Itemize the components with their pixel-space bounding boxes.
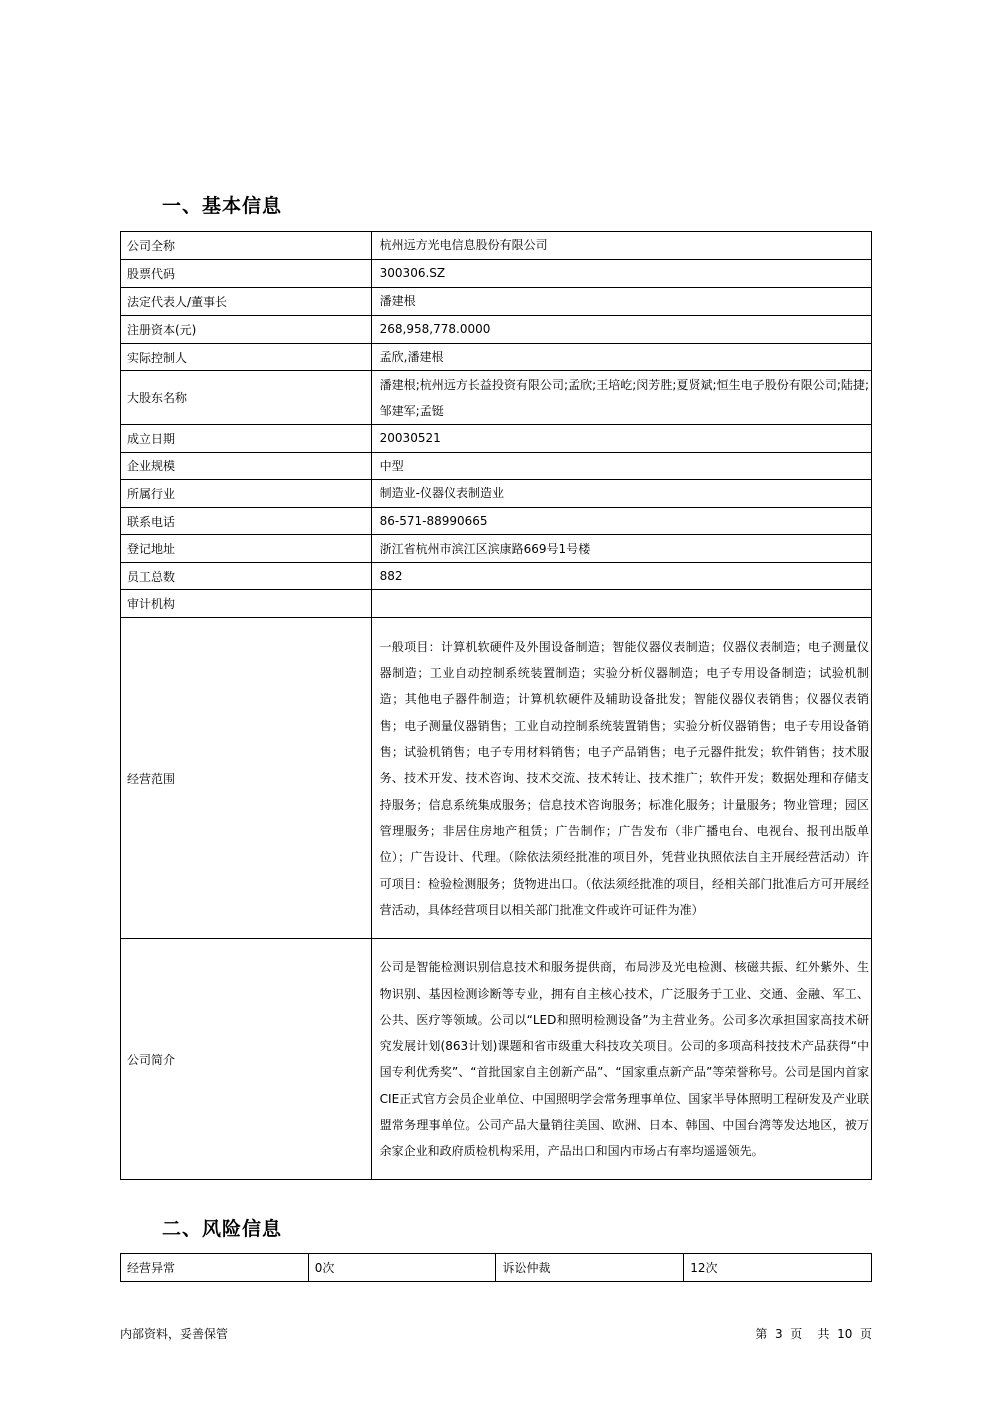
row-value: 浙江省杭州市滨江区滨康路669号1号楼 xyxy=(371,535,871,563)
row-value: 882 xyxy=(371,563,871,590)
row-value: 268,958,778.0000 xyxy=(371,316,871,344)
table-row xyxy=(121,344,872,371)
row-value: 杭州远方光电信息股份有限公司 xyxy=(371,232,871,260)
risk-info-table xyxy=(120,1253,872,1282)
footer-note: 内部资料，妥善保管 xyxy=(120,1327,229,1341)
row-value: 一般项目：计算机软硬件及外围设备制造；智能仪器仪表制造；仪器仪表制造；电子测量仪器制造；工业自动控制系统装置制造；实验分析仪器制造；电子专用设备制造；试验机制造；其他电子器件制造；计算机软硬件及辅助设备批发；智能仪器仪表销售；仪器仪表销售；电子测量仪器销售；工业自动控制系统装置销售；实验分析仪器销售；电子专用设备销售；试验机销售；电子专用材料销售；电子产品销售；电子元器件批发；软件销售；技术服务、技术开发、技术咨询、技术交流、技术转让、技术推广；软件开发；数据处理和存储支持服务；信息系统集成服务；信息技术咨询服务；标准化服务；计量服务；物业管理；园区管理服务；非居住房地产租赁；广告制作；广告发布（非广播电台、电视台、报刊出版单位）；广告设计、代理。（除依法须经批准的项目外，凭营业执照依法自主开展经营活动）许可项目：检验检测服务；货物进出口。（依法须经批准的项目，经相关部门批准后方可开展经营活动，具体经营项目以相关部门批准文件或许可证件为准） xyxy=(371,618,871,939)
table-row xyxy=(121,507,872,534)
row-label: 企业规模 xyxy=(121,452,372,479)
table-row xyxy=(121,371,872,425)
risk-label: 诉讼仲裁 xyxy=(496,1254,684,1282)
row-value: 潘建根;杭州远方长益投资有限公司;孟欣;王培屹;闵芳胜;夏贤斌;恒生电子股份有限公司;陆捷;邹建军;孟铤 xyxy=(371,371,871,425)
row-label: 股票代码 xyxy=(121,260,372,288)
section-title-risk-info: 二、风险信息 xyxy=(162,1218,283,1240)
row-value: 孟欣,潘建根 xyxy=(371,344,871,371)
row-label: 公司全称 xyxy=(121,232,372,260)
row-label: 所属行业 xyxy=(121,479,372,507)
risk-label: 经营异常 xyxy=(121,1254,309,1282)
table-row xyxy=(121,590,872,618)
risk-value: 12次 xyxy=(684,1254,872,1282)
row-value: 86-571-88990665 xyxy=(371,507,871,534)
row-label: 审计机构 xyxy=(121,590,372,618)
table-row xyxy=(121,1254,872,1282)
row-label: 联系电话 xyxy=(121,507,372,534)
row-label: 登记地址 xyxy=(121,535,372,563)
table-row xyxy=(121,288,872,316)
table-row xyxy=(121,563,872,590)
risk-value: 0次 xyxy=(308,1254,496,1282)
section-title-basic-info: 一、基本信息 xyxy=(162,195,283,217)
row-value: 制造业-仪器仪表制造业 xyxy=(371,479,871,507)
row-value: 潘建根 xyxy=(371,288,871,316)
table-row xyxy=(121,535,872,563)
row-value: 中型 xyxy=(371,452,871,479)
table-row xyxy=(121,618,872,939)
row-label: 经营范围 xyxy=(121,618,372,939)
row-label: 员工总数 xyxy=(121,563,372,590)
table-row xyxy=(121,452,872,479)
row-value: 300306.SZ xyxy=(371,260,871,288)
row-label: 公司简介 xyxy=(121,939,372,1180)
row-label: 法定代表人/董事长 xyxy=(121,288,372,316)
basic-info-table xyxy=(120,231,872,1180)
table-row xyxy=(121,939,872,1180)
table-row xyxy=(121,316,872,344)
page-number: 第 3 页 共 10 页 xyxy=(755,1327,872,1341)
row-label: 实际控制人 xyxy=(121,344,372,371)
table-row xyxy=(121,425,872,452)
row-value xyxy=(371,590,871,618)
row-label: 大股东名称 xyxy=(121,371,372,425)
table-row xyxy=(121,232,872,260)
row-value: 公司是智能检测识别信息技术和服务提供商，布局涉及光电检测、核磁共振、红外紫外、生物识别、基因检测诊断等专业，拥有自主核心技术，广泛服务于工业、交通、金融、军工、公共、医疗等领域。公司以“LED和照明检测设备”为主营业务。公司多次承担国家高技术研究发展计划(863计划)课题和省市级重大科技攻关项目。公司的多项高科技技术产品获得“中国专利优秀奖”、“首批国家自主创新产品”、“国家重点新产品”等荣誉称号。公司是国内首家CIE正式官方会员企业单位、中国照明学会常务理事单位、国家半导体照明工程研发及产业联盟常务理事单位。公司产品大量销往美国、欧洲、日本、韩国、中国台湾等发达地区，被万余家企业和政府质检机构采用，产品出口和国内市场占有率均遥遥领先。 xyxy=(371,939,871,1180)
row-label: 注册资本(元) xyxy=(121,316,372,344)
table-row xyxy=(121,479,872,507)
table-row xyxy=(121,260,872,288)
row-label: 成立日期 xyxy=(121,425,372,452)
row-value: 20030521 xyxy=(371,425,871,452)
